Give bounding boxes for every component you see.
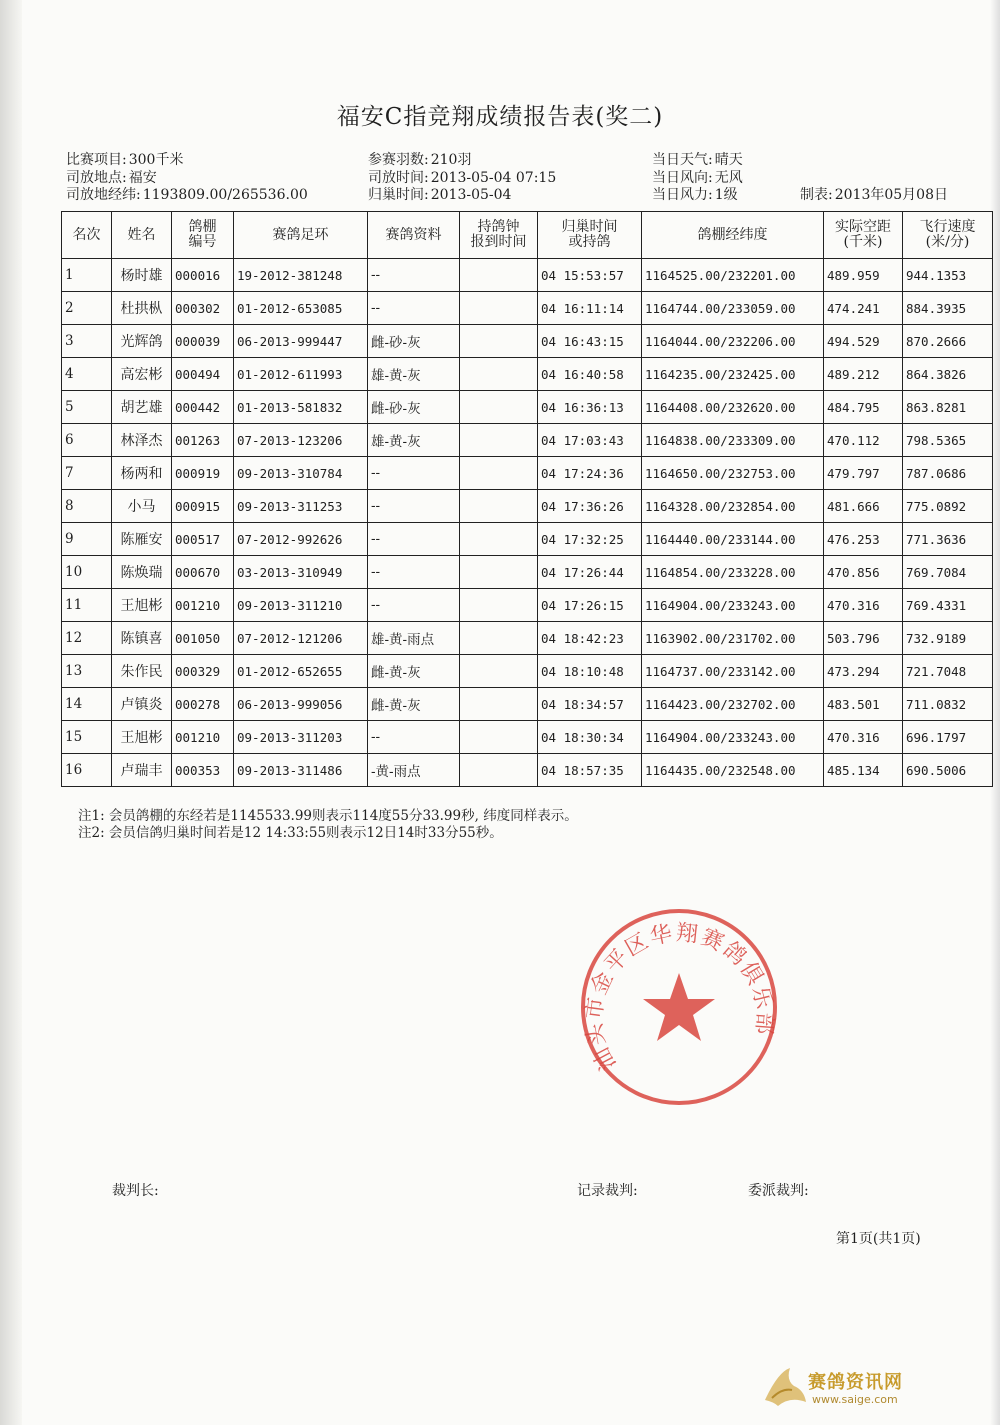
table-cell: 1164408.00/232620.00: [642, 391, 824, 424]
table-cell: 775.0892: [903, 490, 993, 523]
table-cell: 09-2013-311210: [234, 589, 368, 622]
table-cell: 3: [62, 325, 112, 358]
table-cell: 1164904.00/233243.00: [642, 721, 824, 754]
table-cell: 胡艺雄: [112, 391, 172, 424]
table-cell: 雄-黄-灰: [368, 424, 460, 457]
table-cell: 771.3636: [903, 523, 993, 556]
table-cell: 489.959: [824, 259, 903, 292]
table-cell: [460, 358, 538, 391]
table-cell: 04 18:57:35: [538, 754, 642, 787]
table-cell: 03-2013-310949: [234, 556, 368, 589]
table-cell: 476.253: [824, 523, 903, 556]
table-cell: [460, 754, 538, 787]
table-cell: 09-2013-310784: [234, 457, 368, 490]
table-cell: 000302: [172, 292, 234, 325]
table-cell: 000278: [172, 688, 234, 721]
table-cell: 690.5006: [903, 754, 993, 787]
table-cell: 721.7048: [903, 655, 993, 688]
table-cell: --: [368, 259, 460, 292]
table-cell: [460, 325, 538, 358]
star-icon: [643, 973, 715, 1041]
table-cell: [460, 688, 538, 721]
table-row: [62, 655, 993, 688]
table-cell: [460, 259, 538, 292]
table-cell: 7: [62, 457, 112, 490]
table-cell: 1163902.00/231702.00: [642, 622, 824, 655]
table-cell: 1164904.00/233243.00: [642, 589, 824, 622]
table-cell: 1: [62, 259, 112, 292]
table-cell: 483.501: [824, 688, 903, 721]
table-cell: 11: [62, 589, 112, 622]
table-cell: 1164328.00/232854.00: [642, 490, 824, 523]
column-header: 飞行速度 (米/分): [903, 212, 993, 259]
table-cell: 503.796: [824, 622, 903, 655]
meta-weather: 当日天气: 晴天: [652, 152, 743, 168]
table-cell: 769.7084: [903, 556, 993, 589]
table-cell: 高宏彬: [112, 358, 172, 391]
column-header: 赛鸽足环: [234, 212, 368, 259]
meta-wind-force: 当日风力: 1级: [652, 187, 738, 203]
table-cell: 473.294: [824, 655, 903, 688]
watermark-title: 赛鸽资讯网: [808, 1372, 903, 1393]
table-cell: --: [368, 523, 460, 556]
delegate-judge-label: 委派裁判:: [748, 1183, 809, 1199]
table-cell: [460, 391, 538, 424]
table-cell: 6: [62, 424, 112, 457]
table-row: [62, 523, 993, 556]
table-cell: 13: [62, 655, 112, 688]
table-cell: --: [368, 721, 460, 754]
note-2: 注2: 会员信鸽归巢时间若是12 14:33:55则表示12日14时33分55秒。: [78, 825, 503, 841]
meta-release-place: 司放地点: 福安: [66, 170, 157, 186]
table-cell: 000016: [172, 259, 234, 292]
column-header: 实际空距 (千米): [824, 212, 903, 259]
table-cell: 04 17:24:36: [538, 457, 642, 490]
table-cell: 王旭彬: [112, 721, 172, 754]
table-cell: 1164435.00/232548.00: [642, 754, 824, 787]
table-cell: 5: [62, 391, 112, 424]
table-cell: 雌-黄-灰: [368, 688, 460, 721]
table-cell: 1164650.00/232753.00: [642, 457, 824, 490]
table-cell: 798.5365: [903, 424, 993, 457]
table-cell: 04 17:32:25: [538, 523, 642, 556]
table-cell: 09-2013-311486: [234, 754, 368, 787]
table-cell: 870.2666: [903, 325, 993, 358]
table-cell: [460, 622, 538, 655]
table-row: [62, 424, 993, 457]
table-cell: -黄-雨点: [368, 754, 460, 787]
table-cell: 1164525.00/232201.00: [642, 259, 824, 292]
stamp-text: 汕头市金平区华翔赛鸽俱乐部: [581, 920, 778, 1075]
table-cell: 卢瑞丰: [112, 754, 172, 787]
table-cell: 884.3935: [903, 292, 993, 325]
table-cell: 732.9189: [903, 622, 993, 655]
table-cell: 14: [62, 688, 112, 721]
table-cell: 雌-砂-灰: [368, 325, 460, 358]
table-cell: 07-2012-992626: [234, 523, 368, 556]
table-row: [62, 622, 993, 655]
table-row: [62, 325, 993, 358]
recorder-judge-label: 记录裁判:: [577, 1183, 638, 1199]
table-row: [62, 721, 993, 754]
table-row: [62, 259, 993, 292]
table-cell: 2: [62, 292, 112, 325]
table-cell: 1164838.00/233309.00: [642, 424, 824, 457]
table-cell: 1164423.00/232702.00: [642, 688, 824, 721]
table-cell: [460, 589, 538, 622]
table-cell: [460, 556, 538, 589]
table-cell: 15: [62, 721, 112, 754]
table-cell: --: [368, 556, 460, 589]
column-header: 持鸽钟 报到时间: [460, 212, 538, 259]
meta-wind-direction: 当日风向: 无风: [652, 170, 743, 186]
table-cell: 001263: [172, 424, 234, 457]
table-cell: 001050: [172, 622, 234, 655]
table-cell: 04 17:36:26: [538, 490, 642, 523]
table-cell: [460, 721, 538, 754]
table-cell: 01-2013-581832: [234, 391, 368, 424]
pigeon-logo: [760, 1362, 810, 1412]
results-table: [61, 211, 993, 787]
table-cell: 1164440.00/233144.00: [642, 523, 824, 556]
table-cell: 787.0686: [903, 457, 993, 490]
table-cell: 1164854.00/233228.00: [642, 556, 824, 589]
table-cell: 470.316: [824, 589, 903, 622]
table-cell: 000919: [172, 457, 234, 490]
table-row: [62, 589, 993, 622]
table-cell: 864.3826: [903, 358, 993, 391]
table-body: [62, 259, 993, 787]
table-cell: 04 17:26:15: [538, 589, 642, 622]
table-cell: 01-2012-653085: [234, 292, 368, 325]
table-row: [62, 688, 993, 721]
table-cell: 04 18:10:48: [538, 655, 642, 688]
table-cell: [460, 523, 538, 556]
table-cell: 04 15:53:57: [538, 259, 642, 292]
table-row: [62, 457, 993, 490]
table-cell: 000517: [172, 523, 234, 556]
table-cell: 000670: [172, 556, 234, 589]
table-cell: 470.112: [824, 424, 903, 457]
table-row: [62, 292, 993, 325]
table-row: [62, 391, 993, 424]
table-cell: 04 16:43:15: [538, 325, 642, 358]
table-cell: 杨两和: [112, 457, 172, 490]
scan-shadow-left: [0, 0, 22, 1425]
meta-release-coord: 司放地经纬: 1193809.00/265536.00: [66, 187, 308, 203]
table-cell: 林泽杰: [112, 424, 172, 457]
column-header: 归巢时间 或持鸽: [538, 212, 642, 259]
table-cell: 陈焕瑞: [112, 556, 172, 589]
table-cell: 001210: [172, 721, 234, 754]
table-cell: 000353: [172, 754, 234, 787]
table-cell: --: [368, 292, 460, 325]
chief-judge-label: 裁判长:: [112, 1183, 159, 1199]
table-cell: 光辉鸽: [112, 325, 172, 358]
table-cell: 4: [62, 358, 112, 391]
table-cell: 杜拱枞: [112, 292, 172, 325]
table-row: [62, 754, 993, 787]
table-header-row: [62, 212, 993, 259]
table-cell: 12: [62, 622, 112, 655]
table-cell: 陈镇喜: [112, 622, 172, 655]
table-cell: 雌-砂-灰: [368, 391, 460, 424]
table-cell: 04 17:26:44: [538, 556, 642, 589]
table-cell: 1164235.00/232425.00: [642, 358, 824, 391]
table-cell: 000039: [172, 325, 234, 358]
table-cell: [460, 655, 538, 688]
table-cell: 04 17:03:43: [538, 424, 642, 457]
page-number: 第1页(共1页): [836, 1231, 921, 1247]
watermark-url: www.saige.com: [812, 1393, 898, 1406]
table-row: [62, 358, 993, 391]
table-cell: 485.134: [824, 754, 903, 787]
table-cell: 朱作民: [112, 655, 172, 688]
table-cell: 000442: [172, 391, 234, 424]
meta-made-date: 制表: 2013年05月08日: [800, 187, 948, 203]
table-cell: 04 16:11:14: [538, 292, 642, 325]
table-cell: 06-2013-999447: [234, 325, 368, 358]
table-cell: 04 16:40:58: [538, 358, 642, 391]
table-cell: 470.316: [824, 721, 903, 754]
table-cell: 1164044.00/232206.00: [642, 325, 824, 358]
table-cell: 1164737.00/233142.00: [642, 655, 824, 688]
meta-return-time: 归巢时间: 2013-05-04: [368, 187, 512, 203]
table-cell: 9: [62, 523, 112, 556]
table-cell: 04 18:34:57: [538, 688, 642, 721]
table-cell: 470.856: [824, 556, 903, 589]
table-cell: 000494: [172, 358, 234, 391]
table-cell: 小马: [112, 490, 172, 523]
notes: [78, 808, 578, 842]
column-header: 赛鸽资料: [368, 212, 460, 259]
table-cell: 1164744.00/233059.00: [642, 292, 824, 325]
table-cell: --: [368, 490, 460, 523]
table-cell: 04 18:30:34: [538, 721, 642, 754]
column-header: 鸽棚经纬度: [642, 212, 824, 259]
table-cell: 711.0832: [903, 688, 993, 721]
note-1: 注1: 会员鸽棚的东经若是1145533.99则表示114度55分33.99秒, 纬度同样表示。: [78, 808, 578, 824]
table-cell: 09-2013-311253: [234, 490, 368, 523]
table-cell: 王旭彬: [112, 589, 172, 622]
table-cell: 944.1353: [903, 259, 993, 292]
table-cell: --: [368, 457, 460, 490]
table-cell: 雄-黄-灰: [368, 358, 460, 391]
table-cell: [460, 457, 538, 490]
table-cell: 杨时雄: [112, 259, 172, 292]
page-title: 福安C指竞翔成绩报告表(奖二): [336, 104, 664, 130]
table-cell: 陈雁安: [112, 523, 172, 556]
table-cell: 雌-黄-灰: [368, 655, 460, 688]
table-cell: --: [368, 589, 460, 622]
table-cell: 696.1797: [903, 721, 993, 754]
column-header: 名次: [62, 212, 112, 259]
table-row: [62, 556, 993, 589]
table-cell: 卢镇炎: [112, 688, 172, 721]
club-seal-stamp: [577, 905, 782, 1110]
table-cell: 769.4331: [903, 589, 993, 622]
table-cell: 01-2012-611993: [234, 358, 368, 391]
table-cell: 19-2012-381248: [234, 259, 368, 292]
table-cell: 000329: [172, 655, 234, 688]
table-cell: 01-2012-652655: [234, 655, 368, 688]
table-cell: 863.8281: [903, 391, 993, 424]
meta-entries: 参赛羽数: 210羽: [368, 152, 472, 168]
table-cell: 001210: [172, 589, 234, 622]
table-cell: 04 16:36:13: [538, 391, 642, 424]
table-cell: [460, 490, 538, 523]
table-cell: 494.529: [824, 325, 903, 358]
table-cell: 04 18:42:23: [538, 622, 642, 655]
table-row: [62, 490, 993, 523]
table-cell: 000915: [172, 490, 234, 523]
column-header: 鸽棚 编号: [172, 212, 234, 259]
table-cell: 09-2013-311203: [234, 721, 368, 754]
table-cell: 07-2013-123206: [234, 424, 368, 457]
table-cell: 8: [62, 490, 112, 523]
table-cell: 10: [62, 556, 112, 589]
table-cell: 484.795: [824, 391, 903, 424]
table-cell: 雄-黄-雨点: [368, 622, 460, 655]
table-cell: 489.212: [824, 358, 903, 391]
meta-release-time: 司放时间: 2013-05-04 07:15: [368, 170, 557, 186]
table-cell: [460, 292, 538, 325]
meta-race-item: 比赛项目: 300千米: [66, 152, 184, 168]
table-cell: 06-2013-999056: [234, 688, 368, 721]
table-cell: 479.797: [824, 457, 903, 490]
table-cell: 16: [62, 754, 112, 787]
table-cell: 07-2012-121206: [234, 622, 368, 655]
table-cell: [460, 424, 538, 457]
column-header: 姓名: [112, 212, 172, 259]
table-cell: 481.666: [824, 490, 903, 523]
table-cell: 474.241: [824, 292, 903, 325]
